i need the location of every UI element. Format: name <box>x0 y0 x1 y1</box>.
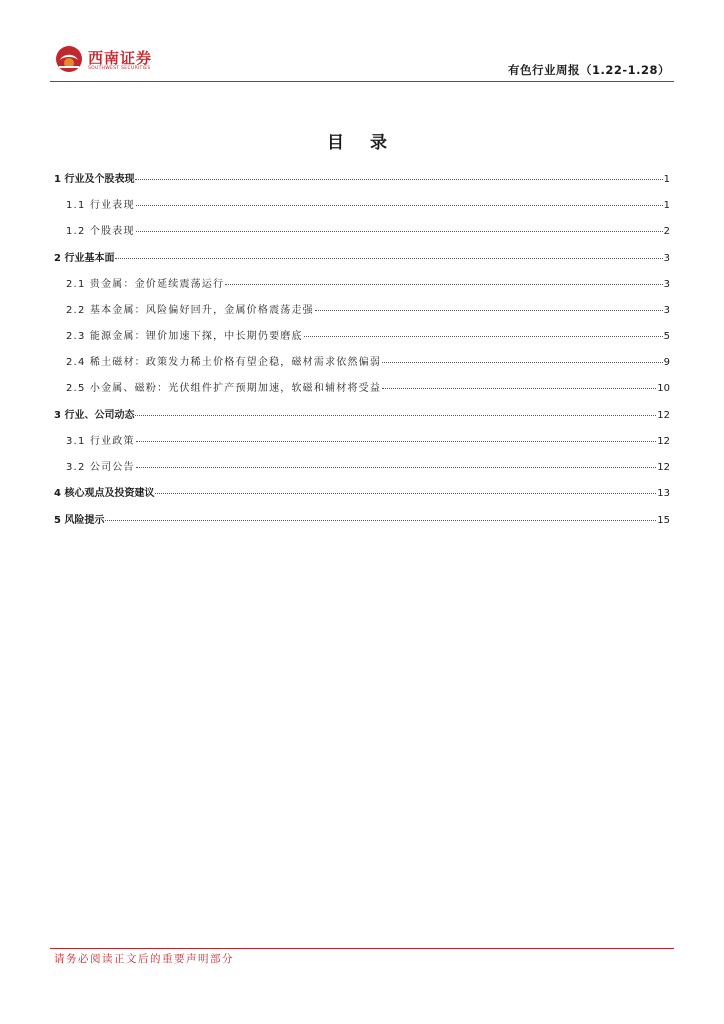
toc-entry-page: 3 <box>663 253 670 264</box>
toc-entry-page: 3 <box>663 305 670 316</box>
toc-entry[interactable] <box>66 458 670 474</box>
toc-entry-label: 2 行业基本面 <box>54 253 115 264</box>
toc-entry-label: 2.1 贵金属：金价延续震荡运行 <box>66 279 225 290</box>
toc-entry[interactable] <box>66 196 670 212</box>
toc-entry-label: 1.1 行业表现 <box>66 200 135 211</box>
toc-leader-dots <box>315 310 663 311</box>
toc-entry-label: 4 核心观点及投资建议 <box>54 488 155 499</box>
toc-leader-dots <box>136 231 663 232</box>
toc-leader-dots <box>382 388 656 389</box>
toc-entry-label: 1.2 个股表现 <box>66 226 135 237</box>
toc-entry-label: 3.2 公司公告 <box>66 462 135 473</box>
toc-leader-dots <box>225 284 662 285</box>
toc-entry[interactable] <box>54 249 670 265</box>
toc-entry[interactable] <box>54 170 670 186</box>
toc-entry[interactable] <box>66 432 670 448</box>
toc-leader-dots <box>136 441 657 442</box>
toc-entry-page: 2 <box>663 226 670 237</box>
toc-leader-dots <box>135 179 662 180</box>
toc-leader-dots <box>136 467 657 468</box>
toc-entry-page: 1 <box>663 174 670 185</box>
toc-leader-dots <box>155 493 656 494</box>
footer-divider <box>50 948 674 949</box>
toc-entry-page: 1 <box>663 200 670 211</box>
toc-entry-label: 2.2 基本金属：风险偏好回升，金属价格震荡走强 <box>66 305 314 316</box>
toc-title: 目 录 <box>327 133 397 153</box>
toc-entry-page: 3 <box>663 279 670 290</box>
header-divider <box>50 81 674 82</box>
toc-entry[interactable] <box>66 275 670 291</box>
toc-leader-dots <box>115 258 662 259</box>
toc-entry[interactable] <box>66 327 670 343</box>
toc-entry[interactable] <box>66 301 670 317</box>
toc-entry-page: 10 <box>657 383 670 394</box>
toc-entry[interactable] <box>66 353 670 369</box>
logo-text-cn: 西南证券 <box>88 49 153 67</box>
toc-leader-dots <box>105 520 656 521</box>
footer-disclaimer: 请务必阅读正文后的重要声明部分 <box>54 953 234 965</box>
logo-text-en: SOUTHWEST SECURITIES <box>88 66 151 71</box>
toc-entry-label: 1 行业及个股表现 <box>54 174 135 185</box>
toc-entry[interactable] <box>66 379 670 395</box>
toc-entry-page: 9 <box>663 357 670 368</box>
toc-entry[interactable] <box>54 511 670 527</box>
toc-entry-page: 5 <box>663 331 670 342</box>
toc-leader-dots <box>135 415 656 416</box>
toc-entry-label: 2.4 稀土磁材：政策发力稀土价格有望企稳，磁材需求依然偏弱 <box>66 357 382 368</box>
toc-entry[interactable] <box>54 406 670 422</box>
report-title: 有色行业周报（1.22-1.28） <box>507 63 670 77</box>
toc-leader-dots <box>382 362 663 363</box>
toc-leader-dots <box>136 205 663 206</box>
toc-entry-label: 2.5 小金属、磁粉：光伏组件扩产预期加速，软磁和辅材将受益 <box>66 383 382 394</box>
toc-entry[interactable] <box>66 222 670 238</box>
toc-entry-label: 2.3 能源金属：锂价加速下探，中长期仍要磨底 <box>66 331 303 342</box>
toc-entry-label: 3.1 行业政策 <box>66 436 135 447</box>
logo-emblem-icon <box>54 44 84 74</box>
toc-entry[interactable] <box>54 484 670 500</box>
company-logo <box>54 44 174 76</box>
toc-entry-page: 15 <box>657 515 670 526</box>
toc-entry-page: 12 <box>657 462 670 473</box>
toc-entry-page: 12 <box>657 410 670 421</box>
toc-entry-label: 3 行业、公司动态 <box>54 410 135 421</box>
toc-leader-dots <box>304 336 663 337</box>
toc-entry-page: 13 <box>657 488 670 499</box>
toc-entry-page: 12 <box>657 436 670 447</box>
toc-entry-label: 5 风险提示 <box>54 515 105 526</box>
